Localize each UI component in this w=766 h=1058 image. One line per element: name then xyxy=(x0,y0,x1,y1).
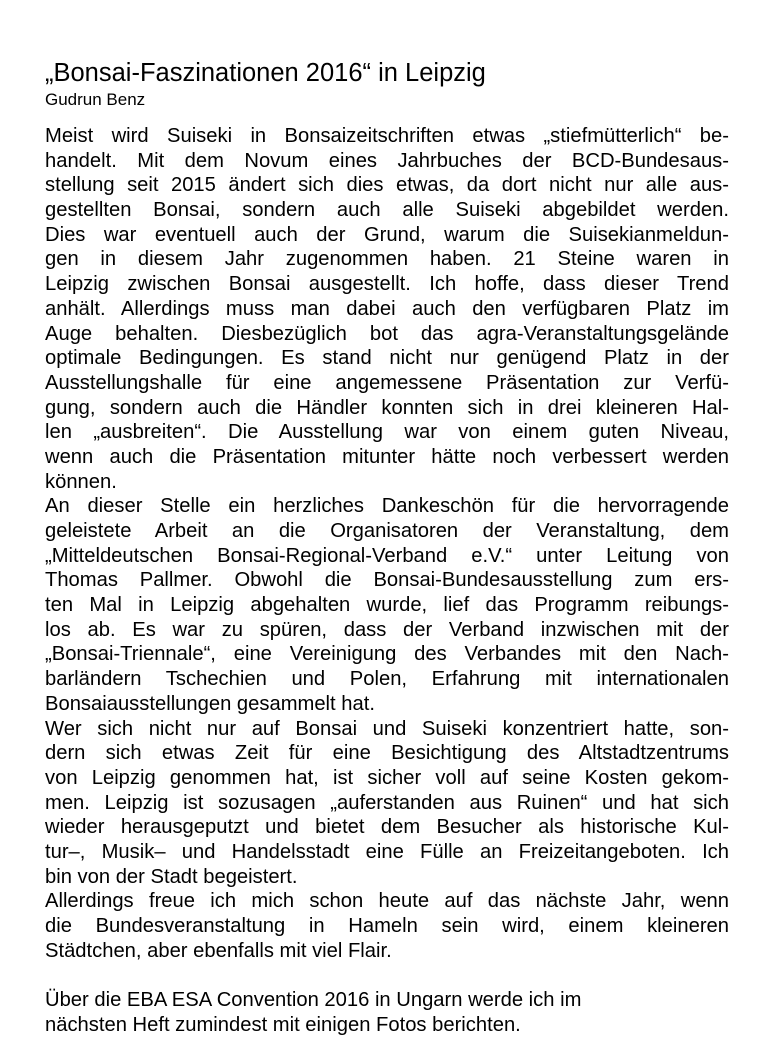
text-line: barländern Tschechien und Polen, Erfahrung mit internationalen xyxy=(45,668,729,691)
article-title: „Bonsai-Faszinationen 2016“ in Leipzig xyxy=(45,59,486,87)
paragraph-spacer xyxy=(45,963,729,988)
text-line: Allerdings freue ich mich schon heute auf das nächste Jahr, wenn xyxy=(45,890,729,913)
text-line: Dies war eventuell auch der Grund, warum die Suisekianmeldun- xyxy=(45,223,729,246)
text-line: geleistete Arbeit an die Organisatoren der Veranstaltung, dem xyxy=(45,520,729,542)
text-line: handelt. Mit dem Novum eines Jahrbuches der BCD-Bundesaus- xyxy=(45,149,729,172)
paragraph xyxy=(45,717,729,890)
text-line: Leipzig zwischen Bonsai ausgestellt. Ich hoffe, dass dieser Trend xyxy=(45,273,729,296)
text-line: anhält. Allerdings muss man dabei auch den verfügbaren Platz im xyxy=(45,297,729,320)
paragraph xyxy=(45,889,729,963)
text-line: gestellten Bonsai, sondern auch alle Suiseki abgebildet werden. xyxy=(45,199,729,222)
closing-paragraph xyxy=(45,988,729,1037)
text-line: men. Leipzig ist sozusagen „auferstanden aus Ruinen“ und hat sich xyxy=(45,791,729,814)
text-line: An dieser Stelle ein herzliches Dankeschön für die hervorragende xyxy=(45,495,729,518)
text-line: tur–, Musik– und Handelsstadt eine Fülle an Freizeitangeboten. Ich xyxy=(45,840,729,863)
text-line: ten Mal in Leipzig abgehalten wurde, lief das Programm reibungs- xyxy=(45,594,729,617)
text-line: Meist wird Suiseki in Bonsaizeitschriften etwas „stiefmütterlich“ be- xyxy=(45,125,729,147)
article-body xyxy=(45,124,729,1037)
text-line: Über die EBA ESA Convention 2016 in Ungarn werde ich im xyxy=(45,989,582,1012)
text-line: die Bundesveranstaltung in Hameln sein wird, einem kleineren xyxy=(45,915,729,937)
text-line: bin von der Stadt begeistert. xyxy=(45,865,298,888)
text-line: gen in diesem Jahr zugenommen haben. 21 Steine waren in xyxy=(45,248,729,271)
paragraph xyxy=(45,494,729,716)
text-line: von Leipzig genommen hat, ist sicher voll auf seine Kosten gekom- xyxy=(45,766,729,789)
text-line: Bonsaiausstellungen gesammelt hat. xyxy=(45,692,375,715)
text-line: stellung seit 2015 ändert sich dies etwas, da dort nicht nur alle aus- xyxy=(45,174,729,197)
text-line: können. xyxy=(45,470,117,493)
article xyxy=(45,58,729,1037)
text-line: nächsten Heft zumindest mit einigen Fotos berichten. xyxy=(45,1013,521,1036)
text-line: gung, sondern auch die Händler konnten sich in drei kleineren Hal- xyxy=(45,396,729,419)
text-line: optimale Bedingungen. Es stand nicht nur genügend Platz in der xyxy=(45,347,729,370)
article-author: Gudrun Benz xyxy=(45,90,146,109)
text-line: Wer sich nicht nur auf Bonsai und Suiseki konzentriert hatte, son- xyxy=(45,717,729,740)
text-line: „Mitteldeutschen Bonsai-Regional-Verband e.V.“ unter Leitung von xyxy=(45,544,729,567)
text-line: len „ausbreiten“. Die Ausstellung war von einem guten Niveau, xyxy=(45,421,729,444)
paragraph xyxy=(45,124,729,494)
text-line: los ab. Es war zu spüren, dass der Verband inzwischen mit der xyxy=(45,618,729,641)
text-line: Auge behalten. Diesbezüglich bot das agra-Veranstaltungsgelände xyxy=(45,322,729,345)
text-line: Thomas Pallmer. Obwohl die Bonsai-Bundesausstellung zum ers- xyxy=(45,569,729,592)
text-line: Ausstellungshalle für eine angemessene Präsentation zur Verfü- xyxy=(45,371,729,394)
text-line: wieder herausgeputzt und bietet dem Besucher als historische Kul- xyxy=(45,816,729,839)
text-line: Städtchen, aber ebenfalls mit viel Flair. xyxy=(45,939,392,962)
text-line: „Bonsai-Triennale“, eine Vereinigung des Verbandes mit den Nach- xyxy=(45,643,729,666)
text-line: dern sich etwas Zeit für eine Besichtigung des Altstadtzentrums xyxy=(45,742,729,765)
text-line: wenn auch die Präsentation mitunter hätte noch verbessert werden xyxy=(45,445,729,468)
paragraphs xyxy=(45,124,729,963)
